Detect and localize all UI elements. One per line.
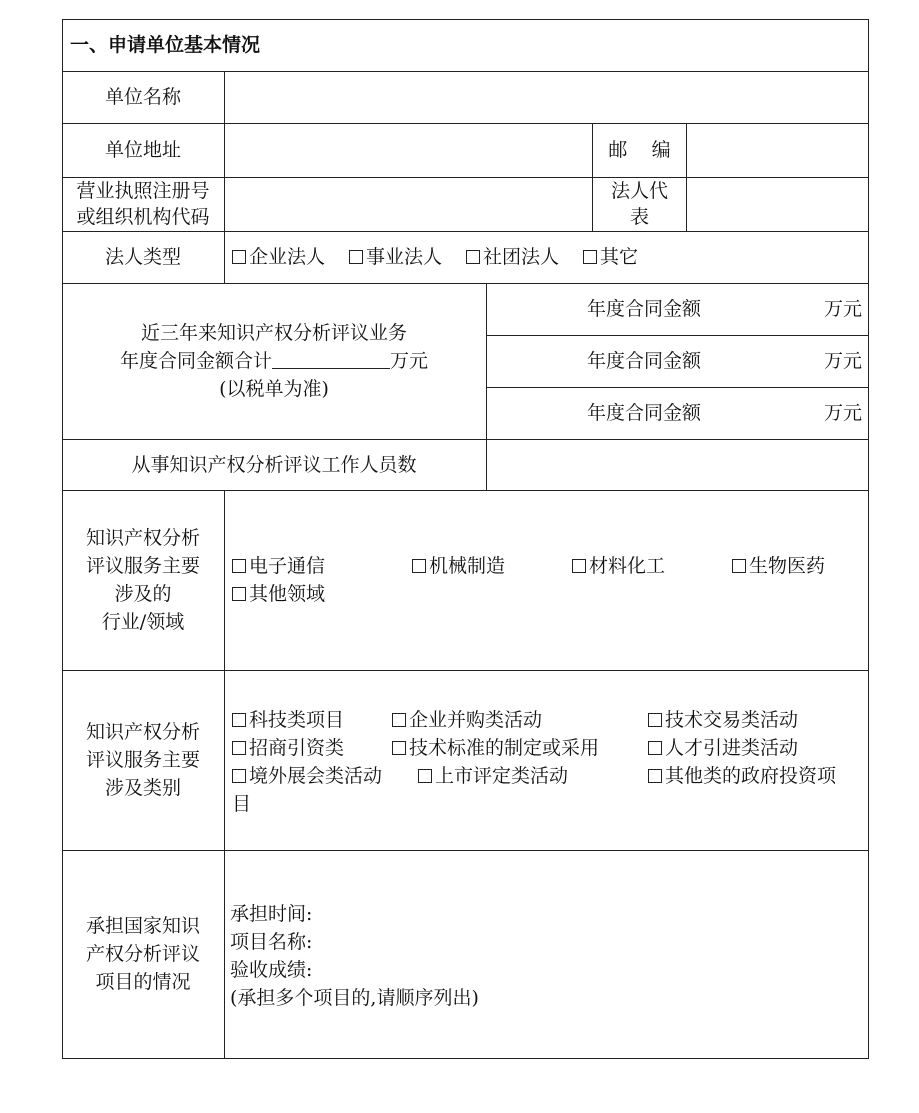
option-label: 电子通信 [249, 555, 326, 577]
label-text: 年度合同金额合计 [119, 350, 272, 372]
option-label: 技术交易类活动 [665, 709, 799, 731]
contract-total-blank[interactable] [272, 348, 390, 369]
label-text: 万元 [390, 350, 429, 372]
option-label-continued: 目 [232, 793, 252, 815]
checkbox-option[interactable] [232, 243, 325, 271]
checkbox-icon[interactable] [232, 559, 246, 573]
option-label: 上市评定类活动 [435, 765, 569, 787]
label-text: (以税单为准) [219, 378, 329, 400]
project-time-label: 承担时间: [230, 903, 313, 925]
option-label: 其它 [600, 246, 639, 268]
checkbox-option[interactable] [232, 552, 325, 580]
unit-label: 万元 [823, 350, 862, 372]
label-text: 从事知识产权分析评议工作人员数 [131, 453, 417, 476]
checkbox-icon[interactable] [583, 250, 597, 264]
label-text: 表 [629, 206, 649, 228]
section-title: 一、申请单位基本情况 [70, 34, 261, 56]
label-text: 单位地址 [104, 139, 181, 161]
label-text: 或组织机构代码 [76, 206, 210, 228]
checkbox-icon[interactable] [232, 769, 246, 783]
label-legal-type [62, 231, 224, 283]
option-label: 科技类项目 [249, 709, 345, 731]
label-text: 法人代 [610, 180, 668, 202]
label-text: 项目的情况 [95, 971, 191, 993]
label-license [62, 177, 224, 231]
label-text: 评议服务主要 [85, 749, 200, 771]
label-text: 涉及的 [114, 583, 172, 605]
option-label: 其他领域 [249, 583, 326, 605]
option-label: 人才引进类活动 [665, 737, 799, 759]
category-options [232, 706, 866, 818]
label-industry [62, 490, 224, 670]
option-label: 其他类的政府投资项 [665, 765, 837, 787]
checkbox-icon[interactable] [572, 559, 586, 573]
annual-amount-label: 年度合同金额 [587, 402, 702, 424]
national-projects-field[interactable] [230, 900, 860, 1020]
label-category [62, 670, 224, 850]
legal-rep-field[interactable] [687, 178, 868, 231]
label-text: 单位名称 [104, 86, 181, 108]
annual-amount-label: 年度合同金额 [587, 350, 702, 372]
checkbox-option[interactable] [232, 580, 325, 608]
checkbox-option[interactable] [412, 552, 505, 580]
checkbox-icon[interactable] [648, 741, 662, 755]
label-contract-total [62, 283, 486, 439]
unit-label: 万元 [823, 298, 862, 320]
option-label: 技术标准的制定或采用 [409, 737, 600, 759]
checkbox-icon[interactable] [232, 587, 246, 601]
label-text: 产权分析评议 [85, 943, 200, 965]
annual-amount-row[interactable] [487, 335, 868, 387]
checkbox-icon[interactable] [392, 741, 406, 755]
checkbox-icon[interactable] [232, 741, 246, 755]
checkbox-icon[interactable] [412, 559, 426, 573]
checkbox-option[interactable] [232, 762, 382, 790]
option-label: 生物医药 [749, 555, 826, 577]
project-note: (承担多个项目的,请顺序列出) [230, 987, 479, 1009]
annual-amount-row[interactable] [487, 283, 868, 335]
option-label: 境外展会类活动 [249, 765, 383, 787]
border-right [868, 19, 869, 1059]
checkbox-option[interactable] [732, 552, 825, 580]
option-label: 企业法人 [249, 246, 326, 268]
checkbox-option[interactable] [648, 762, 836, 790]
label-text: 评议服务主要 [85, 555, 200, 577]
staff-count-field[interactable] [487, 440, 868, 490]
checkbox-option[interactable] [572, 552, 665, 580]
application-form [62, 19, 869, 1059]
postcode-field[interactable] [687, 124, 868, 177]
project-name-label: 项目名称: [230, 931, 313, 953]
checkbox-option[interactable] [232, 734, 344, 762]
checkbox-icon[interactable] [349, 250, 363, 264]
annual-amount-row[interactable] [487, 387, 868, 439]
checkbox-option[interactable] [392, 706, 542, 734]
checkbox-option[interactable] [466, 243, 559, 271]
license-field[interactable] [225, 178, 592, 231]
divider [224, 490, 225, 1058]
label-text: 邮 编 [608, 139, 671, 161]
label-text: 近三年来知识产权分析评议业务 [140, 322, 407, 344]
checkbox-icon[interactable] [418, 769, 432, 783]
checkbox-option[interactable] [349, 243, 442, 271]
checkbox-icon[interactable] [232, 250, 246, 264]
label-unit-name [62, 71, 224, 123]
border-bottom [62, 1058, 869, 1059]
annual-amount-label: 年度合同金额 [587, 298, 702, 320]
option-label: 企业并购类活动 [409, 709, 543, 731]
option-label: 招商引资类 [249, 737, 345, 759]
checkbox-icon[interactable] [732, 559, 746, 573]
label-postcode [593, 123, 686, 177]
label-text: 涉及类别 [104, 777, 181, 799]
industry-options [232, 552, 862, 612]
label-text: 行业/领域 [101, 611, 185, 633]
checkbox-icon[interactable] [232, 713, 246, 727]
label-unit-address [62, 123, 224, 177]
label-staff-count [62, 439, 486, 490]
project-result-label: 验收成绩: [230, 959, 313, 981]
label-text: 营业执照注册号 [76, 180, 210, 202]
label-text: 承担国家知识 [85, 915, 200, 937]
unit-label: 万元 [823, 402, 862, 424]
label-text [120, 347, 428, 375]
checkbox-option[interactable] [583, 243, 638, 271]
legal-type-options [232, 231, 862, 283]
label-legal-rep [593, 177, 686, 231]
label-national-projects [62, 850, 224, 1058]
option-label: 事业法人 [366, 246, 443, 268]
checkbox-option[interactable] [648, 734, 798, 762]
checkbox-option[interactable] [392, 734, 599, 762]
checkbox-option[interactable] [648, 706, 798, 734]
checkbox-icon[interactable] [648, 713, 662, 727]
label-text: 知识产权分析 [85, 721, 200, 743]
checkbox-option[interactable] [232, 706, 344, 734]
checkbox-icon[interactable] [648, 769, 662, 783]
checkbox-icon[interactable] [392, 713, 406, 727]
unit-name-field[interactable] [225, 72, 868, 123]
unit-address-field[interactable] [225, 124, 592, 177]
label-text: 法人类型 [104, 246, 181, 268]
option-label: 机械制造 [429, 555, 506, 577]
option-label: 社团法人 [483, 246, 560, 268]
checkbox-icon[interactable] [466, 250, 480, 264]
checkbox-option[interactable] [418, 762, 568, 790]
label-text: 知识产权分析 [85, 527, 200, 549]
option-label: 材料化工 [589, 555, 666, 577]
